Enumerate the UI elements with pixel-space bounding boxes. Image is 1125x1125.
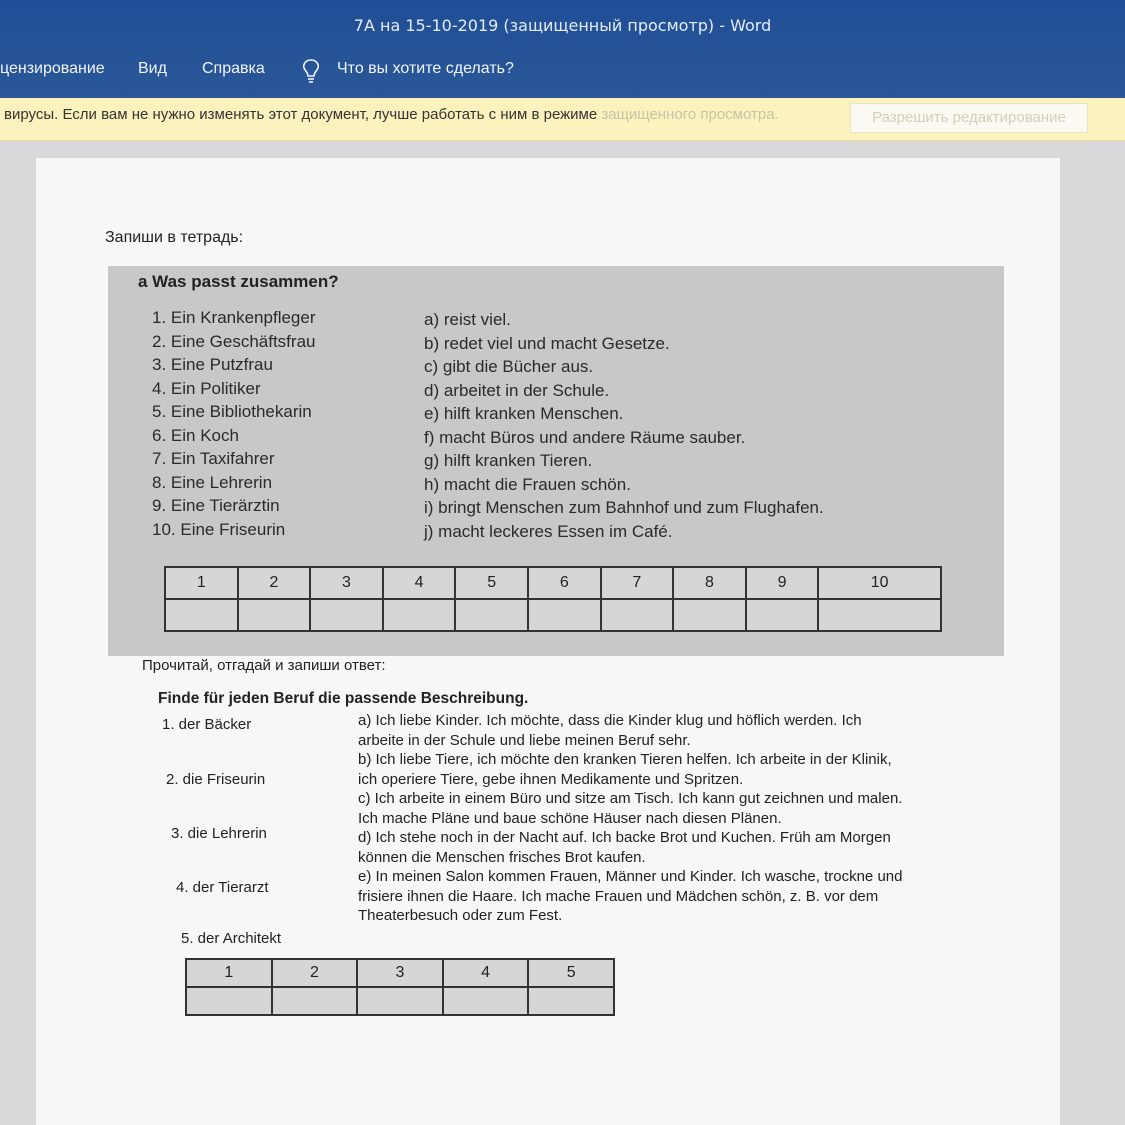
list-item: h) macht die Frauen schön. [424,474,631,494]
answer-cell [310,599,383,631]
list-item: 10. Eine Friseurin [152,519,286,539]
answer-grid-b [185,958,615,1016]
answer-cell [746,599,819,631]
answer-grid-a [164,566,942,632]
grid-header: 1 [165,567,238,599]
list-item: 4. der Tierarzt [176,879,269,896]
table-row [186,959,614,987]
list-item: d) arbeitet in der Schule. [424,380,610,400]
tell-me-label[interactable]: Что вы хотите сделать? [337,60,514,77]
list-item: 7. Ein Taxifahrer [152,449,275,468]
grid-header: 3 [357,959,443,987]
grid-header: 5 [455,567,528,599]
exercise-b-descriptions [358,711,908,926]
exercise-a-title: a Was passt zusammen? [138,272,339,291]
answer-cell [528,987,614,1015]
answer-cell [528,599,601,631]
list-item: 2. die Friseurin [166,771,266,788]
list-item: 3. die Lehrerin [171,825,267,842]
list-item: b) Ich liebe Tiere, ich möchte den kranken Tieren helfen. Ich arbeite in der Klinik, ich operiere Tiere, gebe ihnen Medikamente und Spritzen. [358,751,892,788]
grid-header: 8 [673,567,746,599]
exercise-a-descriptions [424,310,824,545]
list-item: 3. Eine Putzfrau [152,355,273,374]
list-item: j) macht leckeres Essen im Café. [424,521,673,541]
list-item: 2. Eine Geschäftsfrau [152,331,316,351]
list-item: c) gibt die Bücher aus. [424,357,594,376]
grid-header: 2 [238,567,311,599]
word-title-bar [0,0,1125,98]
table-row [186,987,614,1015]
answer-cell [601,599,674,631]
list-item: 5. der Architekt [181,930,282,947]
grid-header: 1 [186,959,272,987]
list-item: 5. Eine Bibliothekarin [152,402,312,421]
list-item: 1. Ein Krankenpfleger [152,308,316,327]
tab-help[interactable]: Справка [202,60,265,77]
answer-cell [165,599,238,631]
grid-header: 5 [528,959,614,987]
list-item: a) Ich liebe Kinder. Ich möchte, dass die Kinder klug und höflich werden. Ich arbeite in der Schule und liebe meinen Beruf sehr. [358,712,862,749]
protected-view-bar [0,98,1125,141]
enable-editing-button[interactable]: Разрешить редактирование [850,103,1088,133]
grid-header: 7 [601,567,674,599]
protected-view-text-faded: защищенного просмотра. [597,106,779,123]
answer-cell [383,599,456,631]
answer-cell [455,599,528,631]
table-row [165,599,941,631]
grid-header: 9 [746,567,819,599]
table-row [165,567,941,599]
list-item: d) Ich stehe noch in der Nacht auf. Ich backe Brot und Kuchen. Früh am Morgen können die Menschen frisches Brot kaufen. [358,829,891,866]
list-item: i) bringt Menschen zum Bahnhof und zum Flughafen. [424,498,824,517]
lightbulb-icon[interactable] [300,58,322,84]
grid-header: 4 [383,567,456,599]
grid-header: 4 [443,959,529,987]
answer-cell [238,599,311,631]
grid-header: 2 [272,959,358,987]
list-item: 4. Ein Politiker [152,378,261,398]
window-title: 7А на 15-10-2019 (защищенный просмотр) - Word [353,16,772,35]
grid-header: 3 [310,567,383,599]
answer-cell [186,987,272,1015]
exercise-a-professions [152,308,316,543]
answer-cell [272,987,358,1015]
answer-cell [443,987,529,1015]
answer-cell [818,599,941,631]
instruction-write-down: Запиши в тетрадь: [105,229,244,246]
list-item: 8. Eine Lehrerin [152,472,273,492]
list-item: f) macht Büros und andere Räume sauber. [424,427,746,447]
list-item: 1. der Bäcker [162,716,252,733]
protected-view-text: вирусы. Если вам не нужно изменять этот документ, лучше работать с ним в режиме [4,106,598,123]
protected-view-message [4,106,779,123]
list-item: e) hilft kranken Menschen. [424,404,624,423]
grid-header: 6 [528,567,601,599]
instruction-read-guess: Прочитай, отгадай и запиши ответ: [142,657,386,674]
list-item: b) redet viel und macht Gesetze. [424,333,670,353]
list-item: e) In meinen Salon kommen Frauen, Männer und Kinder. Ich wasche, trockne und frisiere ihnen die Haare. Ich mache Frauen und Mädchen schön, z. B. vor dem Theaterbesuch oder zum Fest. [358,868,903,924]
answer-cell [673,599,746,631]
list-item: 9. Eine Tierärztin [152,496,280,515]
tab-view[interactable]: Вид [138,60,167,77]
list-item: a) reist viel. [424,310,511,329]
list-item: g) hilft kranken Tieren. [424,451,593,470]
tab-review[interactable]: цензирование [0,60,105,77]
grid-header: 10 [818,567,941,599]
exercise-b-title: Finde für jeden Beruf die passende Beschreibung. [158,690,529,707]
list-item: 6. Ein Koch [152,425,239,445]
list-item: c) Ich arbeite in einem Büro und sitze am Tisch. Ich kann gut zeichnen und malen. Ich mache Pläne und baue schöne Häuser nach diesen Plänen. [358,790,903,827]
answer-cell [357,987,443,1015]
